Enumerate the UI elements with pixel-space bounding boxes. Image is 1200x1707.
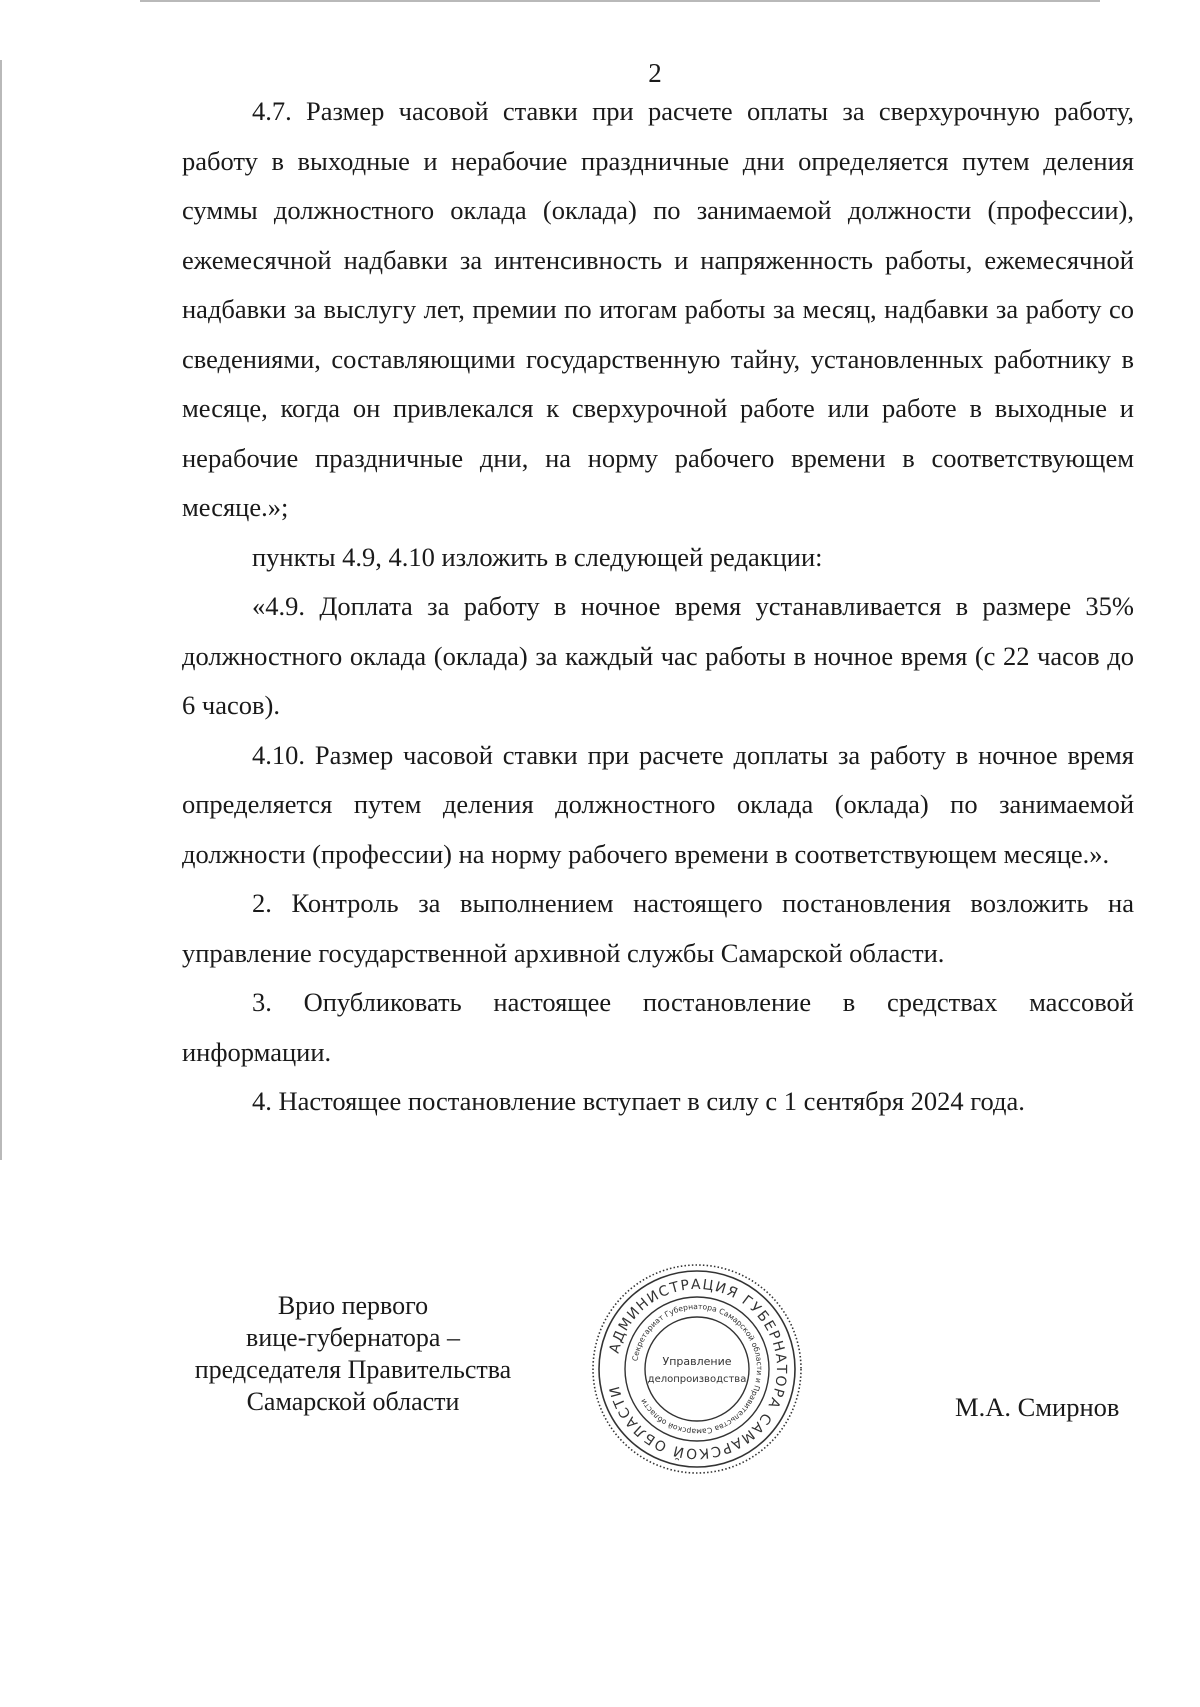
paragraph-amendment-intro: пункты 4.9, 4.10 изложить в следующей редакции: bbox=[252, 541, 823, 572]
paragraph-3-publish: 3. Опубликовать настоящее постановление в средствах массовой информации. bbox=[182, 987, 1134, 1067]
stamp-inner-text: Секретариат Губернатора Самарской области и Правительства Самарской области bbox=[630, 1301, 765, 1437]
stamp-outer-text: АДМИНИСТРАЦИЯ ГУБЕРНАТОРА САМАРСКОЙ ОБЛАСТИ bbox=[606, 1276, 790, 1462]
signatory-position-line: председателя Правительства bbox=[194, 1355, 512, 1384]
scan-edge-left bbox=[0, 60, 2, 1160]
document-body bbox=[182, 87, 1134, 1127]
paragraph-4-10: 4.10. Размер часовой ставки при расчете доплаты за работу в ночное время определяется путем деления должностного оклада (оклада) по занимаемой должности (профессии) на норму рабочего времени в соответствующем месяце.». bbox=[182, 739, 1134, 869]
scan-edge-top bbox=[140, 0, 1100, 2]
signatory-position-line: Врио первого bbox=[277, 1291, 429, 1320]
stamp-center-line-2: делопроизводства bbox=[647, 1374, 747, 1385]
signatory-position-line: вице-губернатора – bbox=[246, 1323, 460, 1352]
signatory-position bbox=[178, 1290, 528, 1418]
signatory-name: М.А. Смирнов bbox=[955, 1392, 1120, 1422]
page-number: 2 bbox=[648, 58, 662, 88]
paragraph-2-control: 2. Контроль за выполнением настоящего постановления возложить на управление государственной архивной службы Самарской области. bbox=[182, 888, 1134, 968]
signatory-position-line: Самарской области bbox=[246, 1387, 460, 1416]
paragraph-4-9: «4.9. Доплата за работу в ночное время устанавливается в размере 35% должностного оклада (оклада) за каждый час работы в ночное время (с 22 часов до 6 часов). bbox=[182, 591, 1134, 720]
paragraph-4-effective: 4. Настоящее постановление вступает в силу с 1 сентября 2024 года. bbox=[252, 1086, 1025, 1116]
paragraph-4-7: 4.7. Размер часовой ставки при расчете оплаты за сверхурочную работу, работу в выходные и нерабочие праздничные дни определяется путем деления суммы должностного оклада (оклада) по занимаемой должности (профессии), ежемесячной надбавки за интенсивность и напряженность работы, ежемесячной надбавки за выслугу лет, премии по итогам работы за месяц, надбавки за работу со сведениями, составляющими государственную тайну, установленных работнику в месяце, когда он привлекался к сверхурочной работе или работе в выходные и нерабочие праздничные дни, на норму рабочего времени в соответствующем месяце.»; bbox=[182, 96, 1134, 522]
stamp-center-line-1: Управление bbox=[662, 1355, 732, 1368]
official-stamp bbox=[590, 1262, 804, 1476]
